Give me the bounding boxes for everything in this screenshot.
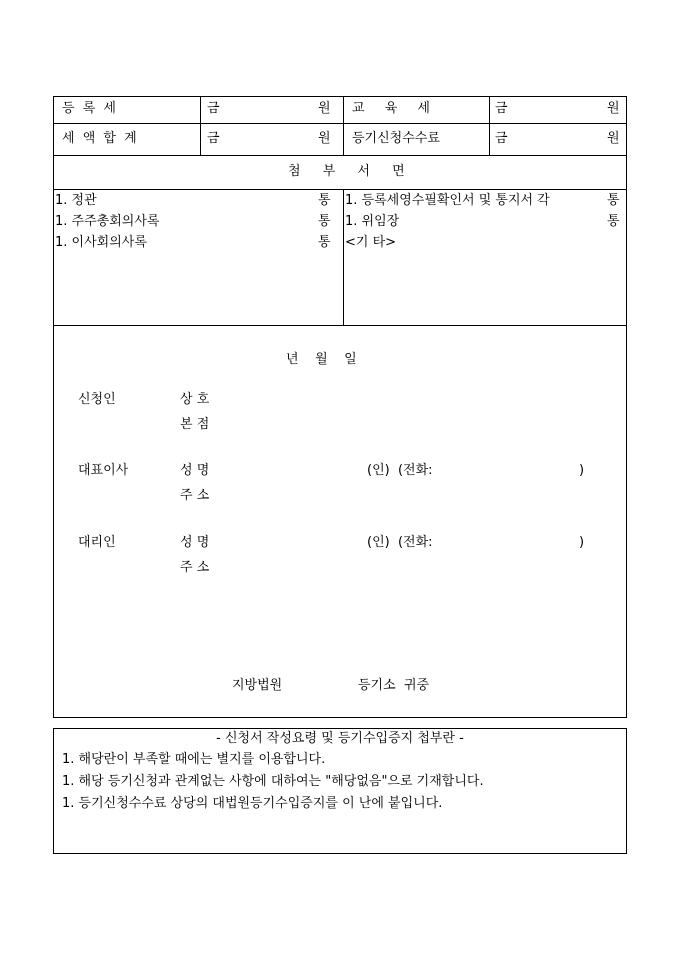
head-office-label: 본 점 (180, 417, 210, 432)
attachment-left-item: 1. 정관 (55, 193, 97, 208)
application-date: 년 월 일 (286, 352, 357, 367)
attachment-left-unit: 통 (318, 235, 331, 250)
education-tax-label: 교 육 세 (352, 101, 438, 116)
agent-label: 대리인 (78, 535, 116, 550)
attachments-bottom (53, 325, 627, 326)
representative-seal-phone: (인) (전화: (367, 463, 433, 478)
instruction-item: 1. 해당 등기신청과 관계없는 사항에 대하여는 "해당없음"으로 기재합니다. (62, 774, 484, 789)
registration-tax-label: 등 록 세 (62, 101, 118, 116)
attachment-left-unit: 통 (318, 193, 331, 208)
instruction-item: 1. 해당란이 부족할 때에는 별지를 이용합니다. (62, 752, 326, 767)
attachment-right-item: 1. 등록세영수필확인서 및 통지서 각 (345, 193, 550, 208)
attachment-right-item: 1. 위임장 (345, 214, 400, 229)
agent-phone-close: ) (579, 535, 585, 550)
attachments-title: 첨 부 서 면 (288, 164, 414, 179)
trade-name-label: 상 호 (180, 392, 210, 407)
tax-total-amount-prefix: 금 (207, 131, 220, 146)
fee-col-divider-3 (489, 96, 490, 155)
district-court-label: 지방법원 (232, 678, 283, 693)
registry-office-addressee: 등기소 귀중 (358, 678, 430, 693)
education-tax-amount-prefix: 금 (495, 101, 508, 116)
applicant-label: 신청인 (78, 392, 116, 407)
agent-seal-phone: (인) (전화: (367, 535, 433, 550)
agent-name-label: 성 명 (180, 535, 210, 550)
education-tax-unit: 원 (607, 101, 620, 116)
registration-fee-unit: 원 (607, 131, 620, 146)
instruction-item: 1. 등기신청수수료 상당의 대법원등기수입증지를 이 난에 붙입니다. (62, 796, 443, 811)
attachment-left-unit: 통 (318, 214, 331, 229)
fee-table-bottom (53, 155, 627, 156)
agent-address-label: 주 소 (180, 560, 210, 575)
representative-director-label: 대표이사 (78, 463, 129, 478)
attachment-right-unit: 통 (607, 193, 620, 208)
fee-row-divider (53, 123, 627, 124)
attachment-other-label: <기 타> (345, 235, 397, 250)
fee-col-divider-1 (200, 96, 201, 155)
attachments-title-divider (53, 189, 627, 190)
attachment-left-item: 1. 주주총회의사록 (55, 214, 160, 229)
representative-address-label: 주 소 (180, 488, 210, 503)
fee-col-divider-2 (343, 96, 344, 155)
representative-name-label: 성 명 (180, 463, 210, 478)
attachment-left-item: 1. 이사회의사록 (55, 235, 147, 250)
representative-phone-close: ) (579, 463, 585, 478)
tax-total-label: 세 액 합 계 (62, 131, 139, 146)
instructions-title: - 신청서 작성요령 및 등기수입증지 첩부란 - (216, 731, 464, 746)
registration-fee-label: 등기신청수수료 (352, 131, 440, 146)
attachment-right-unit: 통 (607, 214, 620, 229)
tax-total-unit: 원 (318, 131, 331, 146)
attachments-col-divider (343, 189, 344, 325)
registration-tax-amount-prefix: 금 (207, 101, 220, 116)
registration-fee-amount-prefix: 금 (495, 131, 508, 146)
registration-tax-unit: 원 (318, 101, 331, 116)
